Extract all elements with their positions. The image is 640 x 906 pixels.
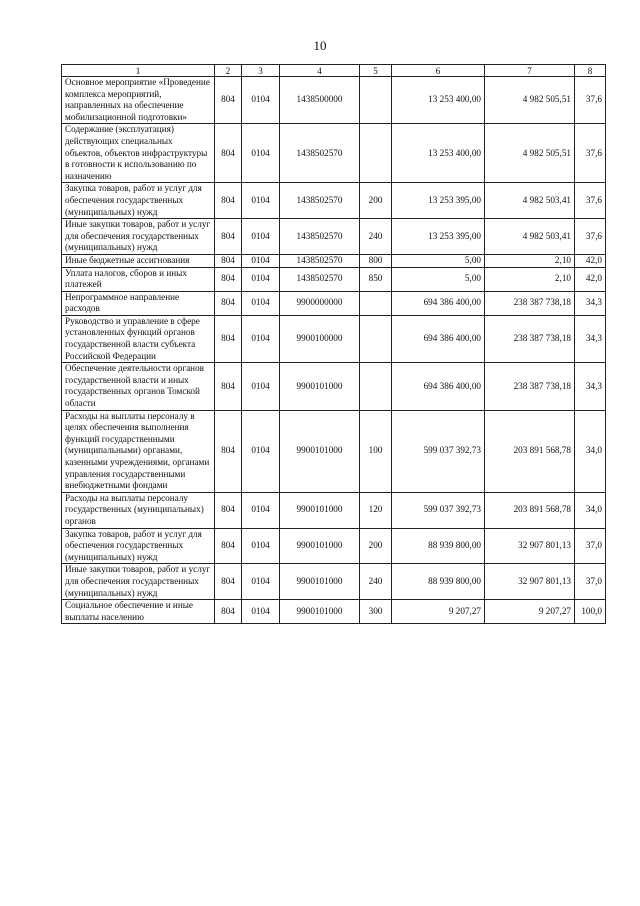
cell-section: 0104	[242, 183, 280, 219]
cell-execution-percent: 37,6	[575, 77, 606, 124]
cell-code: 804	[215, 363, 242, 410]
table-row	[62, 291, 606, 315]
column-header: 8	[575, 65, 606, 77]
cell-plan-amount: 13 253 400,00	[392, 77, 485, 124]
cell-executed-amount: 4 982 503,41	[485, 219, 575, 255]
column-header: 7	[485, 65, 575, 77]
cell-execution-percent: 34,3	[575, 315, 606, 362]
cell-execution-percent: 42,0	[575, 267, 606, 291]
cell-executed-amount: 9 207,27	[485, 600, 575, 624]
cell-name: Расходы на выплаты персоналу в целях обеспечения выполнения функций государственными (муниципальными) органами, казенными учреждениями, органами управления государственными внебюджетными фондами	[62, 410, 215, 492]
cell-code: 804	[215, 410, 242, 492]
cell-plan-amount: 13 253 395,00	[392, 183, 485, 219]
cell-section: 0104	[242, 528, 280, 564]
cell-plan-amount: 5,00	[392, 254, 485, 267]
cell-expense-type	[360, 124, 392, 183]
cell-target-article: 9900101000	[280, 564, 360, 600]
cell-executed-amount: 238 387 738,18	[485, 363, 575, 410]
column-header: 4	[280, 65, 360, 77]
cell-name: Руководство и управление в сфере установленных функций органов государственной власти субъекта Российской Федерации	[62, 315, 215, 362]
cell-target-article: 9900000000	[280, 291, 360, 315]
table-row	[62, 492, 606, 528]
cell-section: 0104	[242, 564, 280, 600]
table-row	[62, 600, 606, 624]
cell-execution-percent: 34,0	[575, 492, 606, 528]
cell-target-article: 9900101000	[280, 528, 360, 564]
cell-executed-amount: 32 907 801,13	[485, 564, 575, 600]
cell-code: 804	[215, 528, 242, 564]
cell-target-article: 1438502570	[280, 183, 360, 219]
cell-section: 0104	[242, 315, 280, 362]
cell-name: Иные закупки товаров, работ и услуг для обеспечения государственных (муниципальных) нужд	[62, 219, 215, 255]
cell-execution-percent: 37,0	[575, 528, 606, 564]
cell-section: 0104	[242, 291, 280, 315]
cell-section: 0104	[242, 267, 280, 291]
cell-code: 804	[215, 600, 242, 624]
cell-execution-percent: 37,0	[575, 564, 606, 600]
table-row	[62, 254, 606, 267]
cell-target-article: 1438502570	[280, 219, 360, 255]
cell-name: Непрограммное направление расходов	[62, 291, 215, 315]
cell-expense-type: 200	[360, 528, 392, 564]
budget-table	[61, 64, 606, 624]
cell-section: 0104	[242, 600, 280, 624]
cell-section: 0104	[242, 219, 280, 255]
cell-code: 804	[215, 564, 242, 600]
cell-name: Социальное обеспечение и иные выплаты населению	[62, 600, 215, 624]
cell-name: Закупка товаров, работ и услуг для обеспечения государственных (муниципальных) нужд	[62, 183, 215, 219]
cell-section: 0104	[242, 77, 280, 124]
column-header: 6	[392, 65, 485, 77]
cell-plan-amount: 599 037 392,73	[392, 492, 485, 528]
cell-name: Закупка товаров, работ и услуг для обеспечения государственных (муниципальных) нужд	[62, 528, 215, 564]
cell-plan-amount: 694 386 400,00	[392, 291, 485, 315]
cell-plan-amount: 5,00	[392, 267, 485, 291]
cell-expense-type: 120	[360, 492, 392, 528]
column-header: 1	[62, 65, 215, 77]
cell-execution-percent: 37,6	[575, 219, 606, 255]
table-row	[62, 77, 606, 124]
cell-executed-amount: 238 387 738,18	[485, 315, 575, 362]
cell-execution-percent: 34,3	[575, 291, 606, 315]
cell-expense-type: 850	[360, 267, 392, 291]
cell-executed-amount: 238 387 738,18	[485, 291, 575, 315]
cell-executed-amount: 32 907 801,13	[485, 528, 575, 564]
cell-expense-type	[360, 363, 392, 410]
cell-code: 804	[215, 254, 242, 267]
cell-plan-amount: 599 037 392,73	[392, 410, 485, 492]
cell-executed-amount: 4 982 505,51	[485, 77, 575, 124]
cell-name: Иные бюджетные ассигнования	[62, 254, 215, 267]
table-row	[62, 363, 606, 410]
cell-target-article: 9900101000	[280, 600, 360, 624]
cell-execution-percent: 34,3	[575, 363, 606, 410]
cell-name: Расходы на выплаты персоналу государственных (муниципальных) органов	[62, 492, 215, 528]
cell-code: 804	[215, 291, 242, 315]
cell-code: 804	[215, 219, 242, 255]
cell-code: 804	[215, 183, 242, 219]
cell-execution-percent: 34,0	[575, 410, 606, 492]
cell-expense-type: 300	[360, 600, 392, 624]
cell-section: 0104	[242, 492, 280, 528]
cell-target-article: 9900100000	[280, 315, 360, 362]
cell-code: 804	[215, 77, 242, 124]
cell-plan-amount: 88 939 800,00	[392, 528, 485, 564]
cell-plan-amount: 13 253 400,00	[392, 124, 485, 183]
cell-plan-amount: 13 253 395,00	[392, 219, 485, 255]
table-row	[62, 267, 606, 291]
cell-expense-type: 100	[360, 410, 392, 492]
cell-expense-type: 240	[360, 219, 392, 255]
cell-plan-amount: 9 207,27	[392, 600, 485, 624]
table-row	[62, 528, 606, 564]
table-row	[62, 219, 606, 255]
cell-expense-type: 800	[360, 254, 392, 267]
cell-target-article: 1438500000	[280, 77, 360, 124]
cell-target-article: 1438502570	[280, 254, 360, 267]
cell-target-article: 9900101000	[280, 410, 360, 492]
column-header: 3	[242, 65, 280, 77]
cell-expense-type	[360, 291, 392, 315]
cell-execution-percent: 37,6	[575, 183, 606, 219]
table-body	[62, 77, 606, 624]
cell-target-article: 1438502570	[280, 124, 360, 183]
cell-expense-type	[360, 315, 392, 362]
cell-code: 804	[215, 492, 242, 528]
cell-code: 804	[215, 267, 242, 291]
cell-target-article: 9900101000	[280, 492, 360, 528]
cell-execution-percent: 100,0	[575, 600, 606, 624]
cell-executed-amount: 2,10	[485, 267, 575, 291]
cell-execution-percent: 37,6	[575, 124, 606, 183]
cell-expense-type: 240	[360, 564, 392, 600]
table-row	[62, 183, 606, 219]
page-number: 10	[313, 38, 327, 53]
cell-section: 0104	[242, 124, 280, 183]
table-row	[62, 315, 606, 362]
cell-section: 0104	[242, 254, 280, 267]
cell-plan-amount: 88 939 800,00	[392, 564, 485, 600]
header-row	[62, 65, 606, 77]
cell-name: Уплата налогов, сборов и иных платежей	[62, 267, 215, 291]
cell-expense-type	[360, 77, 392, 124]
cell-plan-amount: 694 386 400,00	[392, 363, 485, 410]
cell-expense-type: 200	[360, 183, 392, 219]
cell-code: 804	[215, 315, 242, 362]
table-row	[62, 410, 606, 492]
cell-section: 0104	[242, 363, 280, 410]
cell-execution-percent: 42,0	[575, 254, 606, 267]
cell-target-article: 1438502570	[280, 267, 360, 291]
cell-executed-amount: 4 982 503,41	[485, 183, 575, 219]
cell-executed-amount: 2,10	[485, 254, 575, 267]
cell-executed-amount: 203 891 568,78	[485, 492, 575, 528]
table-row	[62, 124, 606, 183]
cell-name: Содержание (эксплуатация) действующих специальных объектов, объектов инфраструктуры в готовности к использованию по назначению	[62, 124, 215, 183]
cell-name: Иные закупки товаров, работ и услуг для обеспечения государственных (муниципальных) нужд	[62, 564, 215, 600]
cell-executed-amount: 203 891 568,78	[485, 410, 575, 492]
cell-target-article: 9900101000	[280, 363, 360, 410]
column-header: 5	[360, 65, 392, 77]
cell-name: Обеспечение деятельности органов государственной власти и иных государственных органов Томской области	[62, 363, 215, 410]
cell-section: 0104	[242, 410, 280, 492]
cell-code: 804	[215, 124, 242, 183]
cell-plan-amount: 694 386 400,00	[392, 315, 485, 362]
column-header: 2	[215, 65, 242, 77]
cell-executed-amount: 4 982 505,51	[485, 124, 575, 183]
cell-name: Основное мероприятие «Проведение комплекса мероприятий, направленных на обеспечение мобилизационной подготовки»	[62, 77, 215, 124]
table-row	[62, 564, 606, 600]
